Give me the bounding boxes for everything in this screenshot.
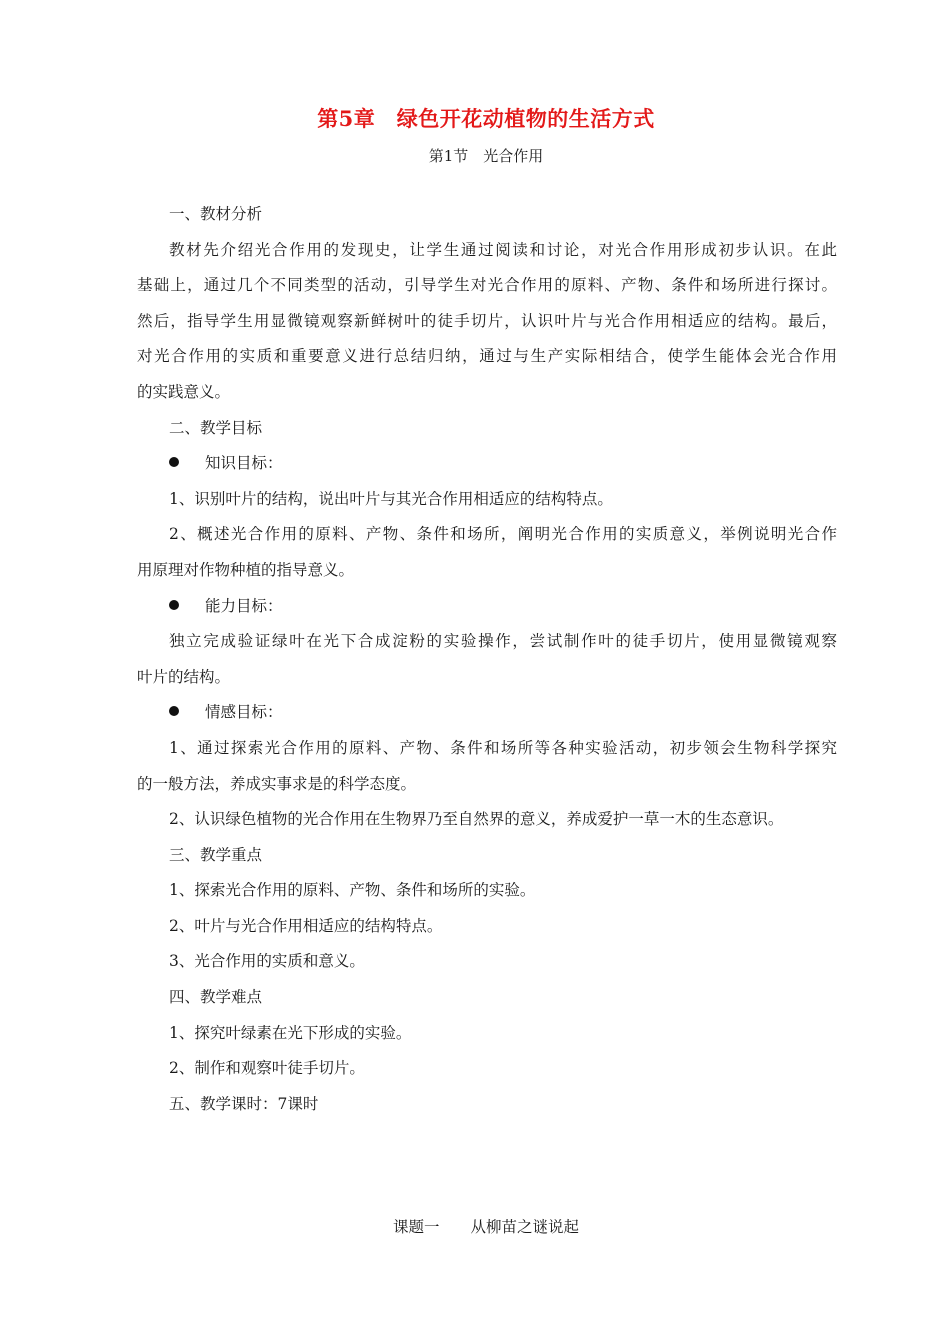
bullet-label: 情感目标： (205, 703, 283, 722)
list-item: 1、通过探索光合作用的原料、产物、条件和场所等各种实验活动，初步领会生物科学探究 (169, 738, 837, 757)
paragraph-line: 对光合作用的实质和重要意义进行总结归纳，通过与生产实际相结合，使学生能体会光合作用 (137, 347, 837, 366)
section-title: 第1节 光合作用 (428, 147, 544, 165)
heading-teaching-focus: 三、教学重点 (169, 845, 263, 864)
heading-textbook-analysis: 一、教材分析 (169, 205, 263, 223)
list-item-continuation: 的一般方法，养成实事求是的科学态度。 (137, 774, 417, 793)
bullet-ability-goal (137, 595, 837, 618)
list-item: 1、识别叶片的结构，说出叶片与其光合作用相适应的结构特点。 (169, 489, 613, 508)
list-item: 1、探究叶绿素在光下形成的实验。 (169, 1023, 412, 1042)
paragraph-line: 独立完成验证绿叶在光下合成淀粉的实验操作，尝试制作叶的徒手切片，使用显微镜观察 (169, 632, 837, 651)
list-item-continuation: 用原理对作物种植的指导意义。 (137, 560, 355, 579)
list-item: 2、制作和观察叶徒手切片。 (169, 1059, 365, 1078)
bullet-dot-icon (169, 706, 179, 716)
bullet-knowledge-goal (137, 452, 837, 475)
body-content (137, 203, 837, 1128)
list-item: 2、概述光合作用的原料、产物、条件和场所，阐明光合作用的实质意义，举例说明光合作 (169, 525, 837, 544)
heading-teaching-goals: 二、教学目标 (169, 418, 263, 437)
paragraph-line: 教材先介绍光合作用的发现史，让学生通过阅读和讨论，对光合作用形成初步认识。在此 (169, 240, 837, 259)
list-item: 1、探索光合作用的原料、产物、条件和场所的实验。 (169, 881, 536, 900)
bullet-dot-icon (169, 457, 179, 467)
list-item: 3、光合作用的实质和意义。 (169, 952, 365, 971)
heading-class-hours: 五、教学课时：7课时 (169, 1094, 319, 1113)
lesson-title: 课题一 从柳苗之谜说起 (392, 1218, 579, 1236)
bullet-emotion-goal (137, 701, 837, 724)
bullet-label: 知识目标： (205, 454, 283, 473)
heading-teaching-difficulty: 四、教学难点 (169, 988, 263, 1007)
bullet-dot-icon (169, 600, 179, 610)
paragraph-line: 然后，指导学生用显微镜观察新鲜树叶的徒手切片，认识叶片与光合作用相适应的结构。最后， (137, 311, 837, 330)
paragraph-line: 的实践意义。 (137, 382, 231, 401)
paragraph-line: 基础上，通过几个不同类型的活动，引导学生对光合作用的原料、产物、条件和场所进行探讨。 (137, 276, 837, 295)
list-item: 2、认识绿色植物的光合作用在生物界乃至自然界的意义，养成爱护一草一木的生态意识。 (169, 810, 784, 829)
paragraph-line: 叶片的结构。 (137, 667, 231, 686)
chapter-title: 第5章 绿色开花动植物的生活方式 (317, 106, 655, 131)
list-item: 2、叶片与光合作用相适应的结构特点。 (169, 916, 443, 935)
bullet-label: 能力目标： (205, 596, 283, 615)
